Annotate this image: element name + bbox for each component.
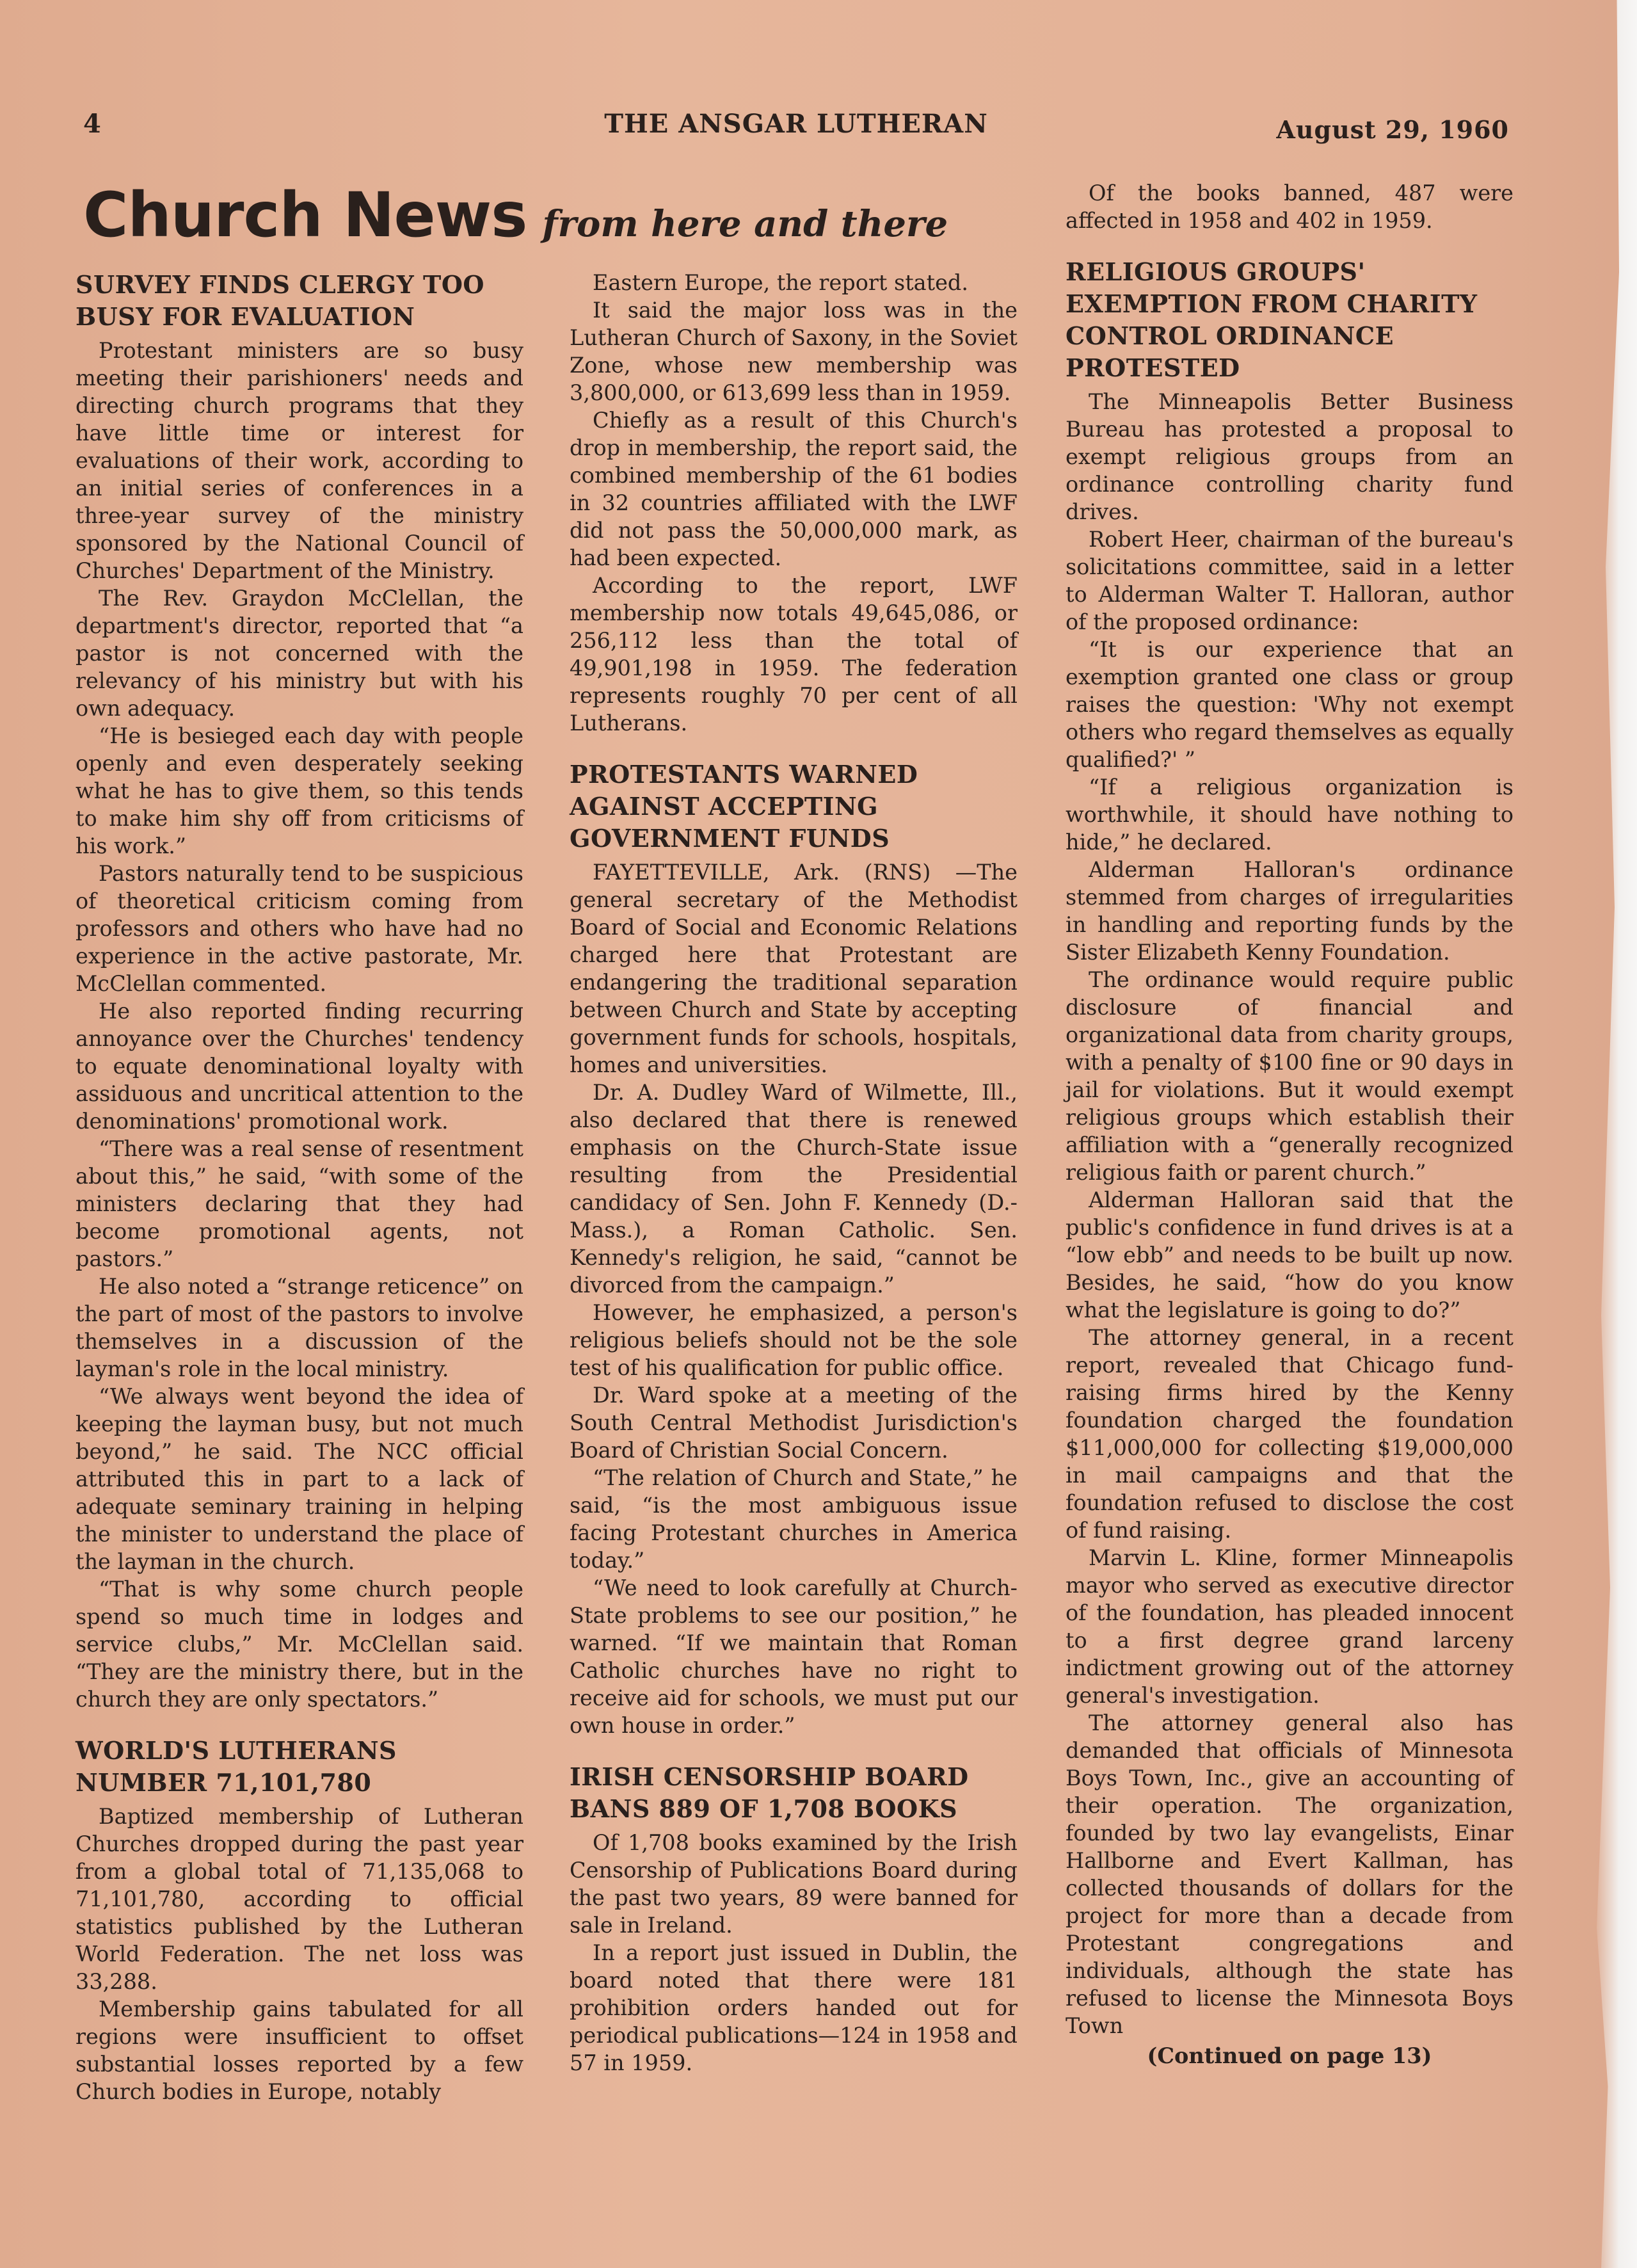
continued-note: (Continued on page 13) bbox=[1147, 2043, 1432, 2068]
page-number: 4 bbox=[83, 109, 102, 139]
paragraph: In a report just issued in Dublin, the board noted that there were 181 prohibition orders handed out for periodical publications—124 in 1958 and 57 in 1959. bbox=[570, 1940, 1018, 2075]
paragraph: Alderman Halloran said that the public's confidence in fund drives is at a “low ebb” and needs to be built up now. Besides, he said, “how do you know what the legislature is going to do?” bbox=[1066, 1187, 1513, 1323]
paragraph: “There was a real sense of resentment about this,” he said, “with some of the ministers declaring that they had become promotional agents, not pastors.” bbox=[76, 1136, 523, 1271]
paragraph: The Minneapolis Better Business Bureau has protested a proposal to exempt religious groups from an ordinance controlling charity fund drives. bbox=[1066, 389, 1513, 524]
paragraph: According to the report, LWF membership now totals 49,645,086, or 256,112 less than the total of 49,901,198 in 1959. The federation represents roughly 70 per cent of all Lutherans. bbox=[570, 573, 1018, 736]
paragraph: Baptized membership of Lutheran Churches dropped during the past year from a global total of 71,135,068 to 71,101,780, according to official statistics published by the Lutheran World Federation. The net loss was 33,288. bbox=[76, 1804, 523, 1994]
paragraph: “If a religious organization is worthwhile, it should have nothing to hide,” he declared. bbox=[1066, 775, 1513, 855]
paragraph: “We always went beyond the idea of keeping the layman busy, but not much beyond,” he said. The NCC official attributed this in part to a lack of adequate seminary training in helping the minister to understand the place of the layman in the church. bbox=[76, 1384, 523, 1574]
paragraph: “We need to look carefully at Church-State problems to see our position,” he warned. “If we maintain that Roman Catholic churches have no right to receive aid for schools, we must put our own house in order.” bbox=[570, 1575, 1018, 1738]
paragraph: Eastern Europe, the report stated. bbox=[593, 270, 969, 295]
issue-date: August 29, 1960 bbox=[1276, 115, 1509, 144]
paragraph: The Rev. Graydon McClellan, the department's director, reported that “a pastor is not concerned with the relevancy of his ministry but with his own adequacy. bbox=[76, 586, 523, 721]
masthead-title: Church News bbox=[83, 179, 527, 251]
paragraph: He also noted a “strange reticence” on the part of most of the pastors to involve themselves in a discussion of the layman's role in the local ministry. bbox=[76, 1274, 523, 1381]
column-2 bbox=[570, 269, 1018, 2077]
paragraph: The ordinance would require public disclosure of financial and organizational data from charity groups, with a penalty of $100 fine or 90 days in jail for violations. But it would exempt religious groups which establish their affiliation with a “generally recognized religious faith or parent church.” bbox=[1066, 967, 1513, 1185]
paragraph: Of 1,708 books examined by the Irish Censorship of Publications Board during the past two years, 89 were banned for sale in Ireland. bbox=[570, 1830, 1018, 1938]
paragraph: “The relation of Church and State,” he said, “is the most ambiguous issue facing Protestant churches in America today.” bbox=[570, 1465, 1018, 1573]
paragraph: Marvin L. Kline, former Minneapolis mayor who served as executive director of the foundation, has pleaded innocent to a first degree grand larceny indictment growing out of the attorney general's investigation. bbox=[1066, 1545, 1513, 1708]
headline-world-lutherans: WORLD'S LUTHERANS NUMBER 71,101,780 bbox=[76, 1736, 397, 1797]
paragraph: Alderman Halloran's ordinance stemmed from charges of irregularities in handling and reporting funds by the Sister Elizabeth Kenny Foundation. bbox=[1066, 857, 1513, 965]
paragraph: Robert Heer, chairman of the bureau's solicitations committee, said in a letter to Alderman Walter T. Halloran, author of the proposed ordinance: bbox=[1066, 527, 1513, 634]
paragraph: It said the major loss was in the Lutheran Church of Saxony, in the Soviet Zone, whose new membership was 3,800,000, or 613,699 less than in 1959. bbox=[570, 298, 1018, 405]
headline-protestants-warned: PROTESTANTS WARNED AGAINST ACCEPTING GOVERNMENT FUNDS bbox=[570, 760, 918, 853]
paragraph: Chiefly as a result of this Church's drop in membership, the report said, the combined membership of the 61 bodies in 32 countries affiliated with the LWF did not pass the 50,000,000 mark, as had been expected. bbox=[570, 408, 1018, 570]
paragraph: “It is our experience that an exemption granted one class or group raises the question: 'Why not exempt others who regard themselves as equally qualified?' ” bbox=[1066, 637, 1513, 772]
paragraph: The attorney general, in a recent report, revealed that Chicago fund-raising firms hired by the Kenny foundation charged the foundation $11,000,000 for collecting $19,000,000 in mail campaigns and that the foundation refused to disclose the cost of fund raising. bbox=[1066, 1325, 1513, 1543]
paragraph: “He is besieged each day with people openly and even desperately seeking what he has to give them, so this tends to make him shy off from criticisms of his work.” bbox=[76, 723, 523, 858]
paragraph: The attorney general also has demanded that officials of Minnesota Boys Town, Inc., give an accounting of their operation. The organization, founded by two lay evangelists, Einar Hallborne and Evert Kallman, has collected thousands of dollars for the project for more than a decade from Protestant congregations and individuals, although the state has refused to license the Minnesota Boys Town bbox=[1066, 1710, 1513, 2038]
paragraph: However, he emphasized, a person's religious beliefs should not be the sole test of his qualification for public office. bbox=[570, 1300, 1018, 1380]
column-1 bbox=[76, 269, 523, 2105]
paragraph: Membership gains tabulated for all regions were insufficient to offset substantial losses reported by a few Church bodies in Europe, notably bbox=[76, 1997, 523, 2104]
masthead-subtitle: from here and there bbox=[542, 203, 948, 245]
paragraph: He also reported finding recurring annoyance over the Churches' tendency to equate denominational loyalty with assiduous and uncritical attention to the denominations' promotional work. bbox=[76, 999, 523, 1134]
section-masthead bbox=[83, 179, 1107, 262]
headline-clergy-survey: SURVEY FINDS CLERGY TOO BUSY FOR EVALUATION bbox=[76, 270, 485, 331]
paragraph: Of the books banned, 487 were affected in 1958 and 402 in 1959. bbox=[1066, 181, 1513, 233]
page-header bbox=[83, 109, 1509, 147]
paragraph: Pastors naturally tend to be suspicious of theoretical criticism coming from professors and others who have had no experience in the active pastorate, Mr. McClellan commented. bbox=[76, 861, 523, 996]
paragraph: “That is why some church people spend so much time in lodges and service clubs,” Mr. McClellan said. “They are the ministry there, but in the church they are only spectators.” bbox=[76, 1577, 523, 1712]
headline-religious-exemption: RELIGIOUS GROUPS' EXEMPTION FROM CHARITY CONTROL ORDINANCE PROTESTED bbox=[1066, 257, 1478, 382]
publication-title: THE ANSGAR LUTHERAN bbox=[604, 109, 988, 139]
paragraph: Dr. Ward spoke at a meeting of the South Central Methodist Jurisdiction's Board of Christian Social Concern. bbox=[570, 1383, 1018, 1463]
column-3 bbox=[1066, 179, 1513, 2070]
paragraph: Dr. A. Dudley Ward of Wilmette, Ill., also declared that there is renewed emphasis on the Church-State issue resulting from the Presidential candidacy of Sen. John F. Kennedy (D.-Mass.), a Roman Catholic. Sen. Kennedy's religion, he said, “cannot be divorced from the campaign.” bbox=[570, 1080, 1018, 1298]
paragraph: Protestant ministers are so busy meeting their parishioners' needs and directing church programs that they have little time or interest for evaluations of their work, according to an initial series of conferences in a three-year survey of the ministry sponsored by the National Council of Churches' Department of the Ministry. bbox=[76, 338, 523, 583]
paragraph: FAYETTEVILLE, Ark. (RNS) —The general secretary of the Methodist Board of Social and Economic Relations charged here that Protestant are endangering the traditional separation between Church and State by accepting government funds for schools, hospitals, homes and universities. bbox=[570, 860, 1018, 1077]
headline-irish-censorship: IRISH CENSORSHIP BOARD BANS 889 OF 1,708 BOOKS bbox=[570, 1762, 969, 1823]
